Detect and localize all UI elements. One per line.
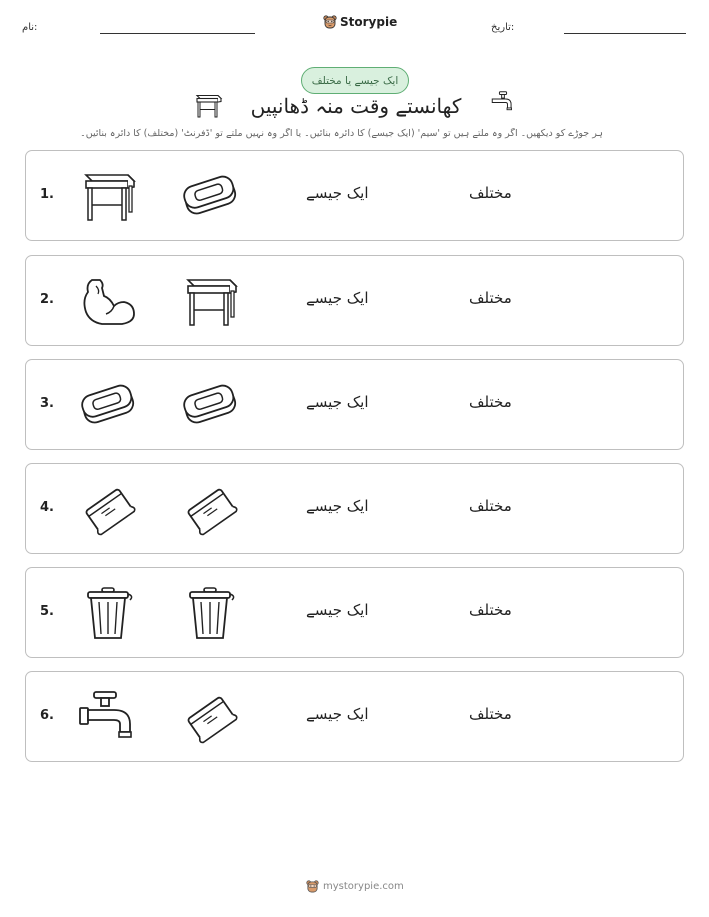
soap-icon — [180, 376, 240, 434]
bear-mascot-icon — [323, 14, 337, 30]
footer-url[interactable]: mystorypie.com — [323, 881, 404, 892]
row-number: 4. — [40, 500, 54, 515]
same-option[interactable]: ایک جیسے — [306, 601, 369, 619]
same-option[interactable]: ایک جیسے — [306, 705, 369, 723]
stool-icon — [193, 90, 223, 120]
trash-can-icon — [78, 584, 138, 642]
page-title: کھانستے وقت منہ ڈھانپیں — [250, 94, 462, 118]
different-option[interactable]: مختلف — [469, 393, 512, 411]
question-row — [25, 255, 684, 346]
question-row — [25, 150, 684, 241]
bear-mascot-icon — [306, 879, 319, 894]
same-option[interactable]: ایک جیسے — [306, 184, 369, 202]
name-label: نام: — [22, 22, 38, 33]
different-option[interactable]: مختلف — [469, 705, 512, 723]
different-option[interactable]: مختلف — [469, 497, 512, 515]
folded-towel-icon — [180, 688, 240, 746]
question-row — [25, 359, 684, 450]
date-field[interactable] — [564, 33, 686, 34]
same-option[interactable]: ایک جیسے — [306, 497, 369, 515]
same-option[interactable]: ایک جیسے — [306, 289, 369, 307]
different-option[interactable]: مختلف — [469, 289, 512, 307]
footer — [306, 879, 404, 894]
row-number: 5. — [40, 604, 54, 619]
brand-logo — [323, 14, 397, 30]
folded-towel-icon — [78, 480, 138, 538]
faucet-icon — [78, 688, 138, 746]
row-number: 3. — [40, 396, 54, 411]
soap-icon — [180, 167, 240, 225]
stool-icon — [78, 167, 138, 225]
row-number: 2. — [40, 292, 54, 307]
soap-icon — [78, 376, 138, 434]
name-field[interactable] — [100, 33, 255, 34]
muscle-arm-icon — [78, 272, 138, 330]
brand-name: Storypie — [340, 15, 398, 29]
faucet-icon — [489, 90, 517, 116]
instructions: ہر جوڑے کو دیکھیں۔ اگر وہ ملتے ہیں تو 'سیم' (ایک جیسے) کا دائرہ بنائیں۔ یا اگر وہ نہیں ملتے تو 'ڈفرنٹ' (مختلف) کا دائرہ بنائیں۔ — [80, 128, 603, 139]
different-option[interactable]: مختلف — [469, 601, 512, 619]
row-number: 1. — [40, 187, 54, 202]
question-row — [25, 567, 684, 658]
row-number: 6. — [40, 708, 54, 723]
date-label: تاریخ: — [491, 22, 515, 33]
trash-can-icon — [180, 584, 240, 642]
stool-icon — [180, 272, 240, 330]
question-row — [25, 671, 684, 762]
different-option[interactable]: مختلف — [469, 184, 512, 202]
worksheet-type-badge: ایک جیسے یا مختلف — [301, 67, 409, 94]
same-option[interactable]: ایک جیسے — [306, 393, 369, 411]
folded-towel-icon — [180, 480, 240, 538]
question-row — [25, 463, 684, 554]
